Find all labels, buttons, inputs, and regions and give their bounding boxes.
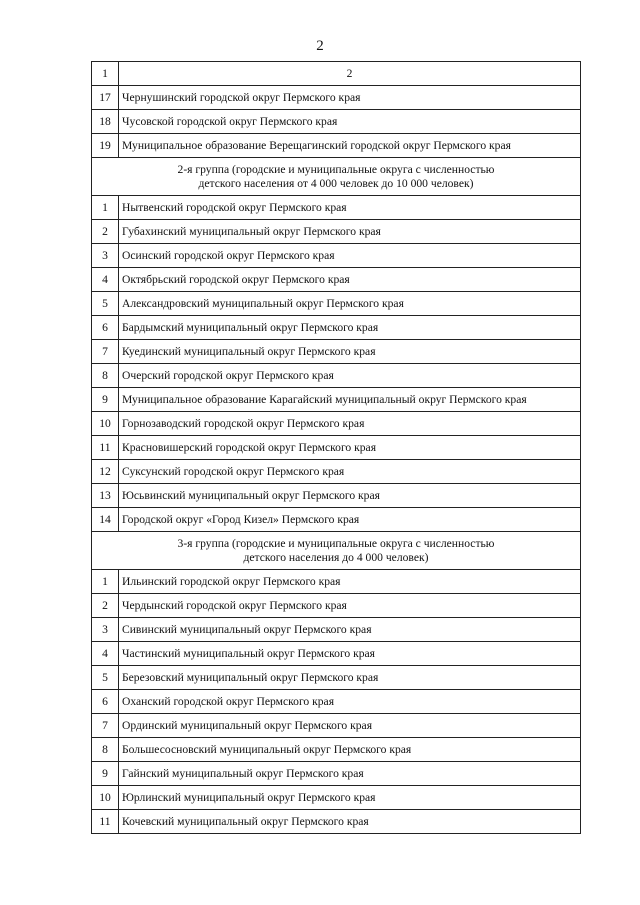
- row-number: 7: [92, 714, 119, 738]
- row-number: 5: [92, 292, 119, 316]
- group-header-row: [92, 158, 581, 196]
- row-number: 9: [92, 388, 119, 412]
- table-row: [92, 666, 581, 690]
- district-name: Александровский муниципальный округ Пермского края: [119, 292, 581, 316]
- district-name: Большесосновский муниципальный округ Пермского края: [119, 738, 581, 762]
- table-row: [92, 642, 581, 666]
- row-number: 17: [92, 86, 119, 110]
- table-row: [92, 436, 581, 460]
- row-number: 13: [92, 484, 119, 508]
- page-number: 2: [316, 38, 324, 54]
- row-number: 11: [92, 436, 119, 460]
- row-number: 8: [92, 738, 119, 762]
- district-name: Муниципальное образование Карагайский муниципальный округ Пермского края: [119, 388, 581, 412]
- district-name: Оханский городской округ Пермского края: [119, 690, 581, 714]
- row-number: 3: [92, 618, 119, 642]
- table-row: [92, 570, 581, 594]
- row-number: 7: [92, 340, 119, 364]
- row-number: 18: [92, 110, 119, 134]
- table-row: [92, 460, 581, 484]
- row-number: 1: [92, 196, 119, 220]
- district-name: Октябрьский городской округ Пермского края: [119, 268, 581, 292]
- row-number: 8: [92, 364, 119, 388]
- table-row: [92, 690, 581, 714]
- district-name: Суксунский городской округ Пермского края: [119, 460, 581, 484]
- row-number: 6: [92, 690, 119, 714]
- row-number: 2: [92, 594, 119, 618]
- district-name: Чусовской городской округ Пермского края: [119, 110, 581, 134]
- districts-table: [91, 61, 581, 834]
- district-name: Березовский муниципальный округ Пермского края: [119, 666, 581, 690]
- group-title: [92, 532, 581, 570]
- district-name: Ординский муниципальный округ Пермского края: [119, 714, 581, 738]
- table-row: [92, 220, 581, 244]
- table-row: [92, 508, 581, 532]
- district-name: Юсьвинский муниципальный округ Пермского края: [119, 484, 581, 508]
- table-row: [92, 110, 581, 134]
- district-name: Бардымский муниципальный округ Пермского края: [119, 316, 581, 340]
- group-title-line: 2-я группа (городские и муниципальные округа с численностью: [177, 162, 495, 176]
- table-row: [92, 738, 581, 762]
- row-number: 14: [92, 508, 119, 532]
- table-row: [92, 268, 581, 292]
- district-name: Нытвенский городской округ Пермского края: [119, 196, 581, 220]
- row-number: 12: [92, 460, 119, 484]
- district-name: Красновишерский городской округ Пермского края: [119, 436, 581, 460]
- row-number: 2: [92, 220, 119, 244]
- district-name: Кочевский муниципальный округ Пермского края: [119, 810, 581, 834]
- table-row: [92, 714, 581, 738]
- table-row: [92, 196, 581, 220]
- row-number: 3: [92, 244, 119, 268]
- row-number: 9: [92, 762, 119, 786]
- district-name: Гайнский муниципальный округ Пермского края: [119, 762, 581, 786]
- district-name: Ильинский городской округ Пермского края: [119, 570, 581, 594]
- table-row: [92, 594, 581, 618]
- table-row: [92, 292, 581, 316]
- table-row: [92, 412, 581, 436]
- table-row: [92, 364, 581, 388]
- row-number: 4: [92, 268, 119, 292]
- row-number: 11: [92, 810, 119, 834]
- table-row: [92, 484, 581, 508]
- district-name: Осинский городской округ Пермского края: [119, 244, 581, 268]
- district-name: Городской округ «Город Кизел» Пермского края: [119, 508, 581, 532]
- group-header-row: [92, 532, 581, 570]
- header-col-2: 2: [119, 62, 581, 86]
- table-row: [92, 810, 581, 834]
- table-row: [92, 388, 581, 412]
- group-title-line: 3-я группа (городские и муниципальные округа с численностью: [177, 536, 495, 550]
- district-name: Сивинский муниципальный округ Пермского края: [119, 618, 581, 642]
- row-number: 19: [92, 134, 119, 158]
- row-number: 10: [92, 412, 119, 436]
- table-row: [92, 134, 581, 158]
- table-body: [92, 62, 581, 834]
- table-row: [92, 786, 581, 810]
- row-number: 4: [92, 642, 119, 666]
- district-name: Горнозаводский городской округ Пермского края: [119, 412, 581, 436]
- table-row: [92, 762, 581, 786]
- group-title: [92, 158, 581, 196]
- row-number: 1: [92, 570, 119, 594]
- district-name: Губахинский муниципальный округ Пермского края: [119, 220, 581, 244]
- group-title-line: детского населения до 4 000 человек): [243, 550, 429, 564]
- district-name: Чернушинский городской округ Пермского края: [119, 86, 581, 110]
- table-row: [92, 618, 581, 642]
- row-number: 5: [92, 666, 119, 690]
- group-title-line: детского населения от 4 000 человек до 10 000 человек): [198, 176, 474, 190]
- table-row: [92, 316, 581, 340]
- table-row: [92, 340, 581, 364]
- table-row: [92, 86, 581, 110]
- header-col-1: 1: [92, 62, 119, 86]
- table-row: [92, 244, 581, 268]
- table-header-row: [92, 62, 581, 86]
- district-name: Муниципальное образование Верещагинский городской округ Пермского края: [119, 134, 581, 158]
- district-name: Куединский муниципальный округ Пермского края: [119, 340, 581, 364]
- district-name: Чердынский городской округ Пермского края: [119, 594, 581, 618]
- district-name: Частинский муниципальный округ Пермского края: [119, 642, 581, 666]
- district-name: Очерский городской округ Пермского края: [119, 364, 581, 388]
- row-number: 10: [92, 786, 119, 810]
- district-name: Юрлинский муниципальный округ Пермского края: [119, 786, 581, 810]
- row-number: 6: [92, 316, 119, 340]
